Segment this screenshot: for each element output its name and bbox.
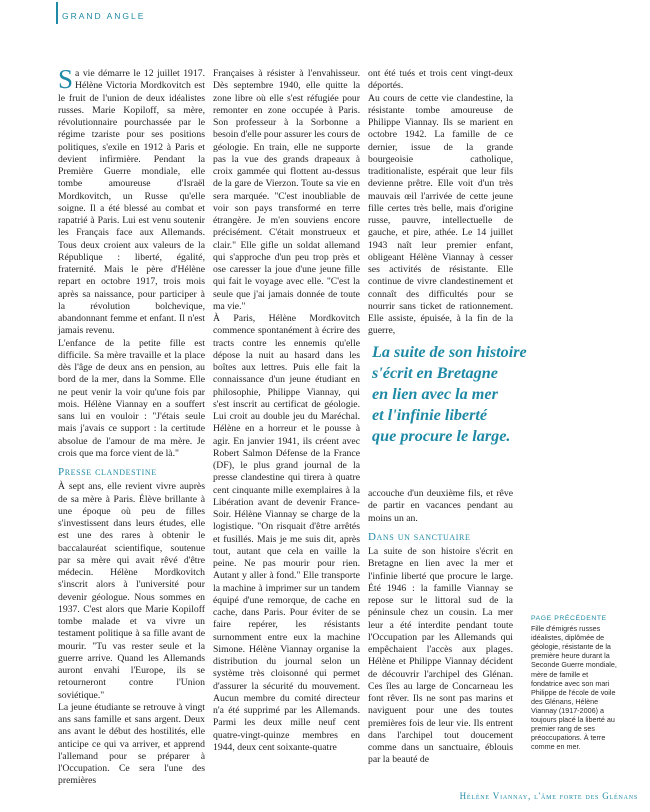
page-footer: Hélène Viannay, l'âme forte des Glénans — [459, 791, 638, 801]
paragraph: Françaises à résister à l'envahisseur. Dès septembre 1940, elle quitte la zone libre où elle s'est réfugiée pour remonter en zone occupée à Paris. Son professeur à la Sorbonne a besoin d'elle pour assurer les cours de géologie. En train, elle ne supporte pas la vue des grands drapeaux à croix gammée qui flottent au-dessus de la gare de Vierzon. Toute sa vie en sera marquée. "C'est inoubliable de voir son pays transformé en terre étrangère. Je m'en souviens encore précisément. C'était monstrueux et clair." Elle gifle un soldat allemand qui s'approche d'un peu trop près et ose caresser la joue d'une jeune fille qui fait le voyage avec elle. "C'est la seule que j'ai jamais donnée de toute ma vie." — [213, 68, 360, 312]
article-column-2 — [213, 68, 360, 754]
photo-caption-sidebar — [531, 614, 617, 751]
pull-quote-line: s'écrit en Bretagne — [372, 364, 498, 382]
section-label: GRAND ANGLE — [62, 11, 146, 21]
subheading-dans-un-sanctuaire: Dans un sanctuaire — [368, 530, 471, 543]
paragraph: accouche d'un deuxième fils, et rêve de partir en vacances pendant au moins un an. — [368, 488, 513, 524]
pull-quote-line: La suite de son histoire — [372, 343, 527, 361]
paragraph: À Paris, Hélène Mordkovitch commence spontanément à écrire des tracts contre les ennemis qu'elle dépose la nuit au hasard dans les boîtes aux lettres. Puis elle fait la connaissance d'un jeune étudiant en philosophie, Philippe Viannay, qui s'est inscrit au certificat de géologie. Lui croit au double jeu du Maréchal. Hélène en a horreur et le pousse à agir. En janvier 1941, ils créent avec Robert Salmon Défense de la France (DF), le plus grand journal de la presse clandestine qui tirera à quatre cent cinquante mille exemplaires à la Libération avant de devenir France-Soir. Hélène Viannay se charge de la logistique. "On risquait d'être arrêtés et fusillés. Mais je me suis dit, après tout, autant que cela en vaille la peine. Ne pas mourir pour rien. Autant y aller à fond." Elle transporte la machine à imprimer sur un tandem équipé d'une remorque, de cache en cache, dans Paris. Pour éviter de se faire repérer, les résistants surnomment entre eux la machine Simone. Hélène Viannay organise la distribution du journal selon un système très cloisonné qui permet d'assurer la sécurité du mouvement. Aucun membre du comité directeur n'a été supprimé par les Allemands. Parmi les deux mille neuf cent quatre-vingt-quinze membres en 1944, deux cent soixante-quatre — [213, 313, 360, 753]
paragraph-text: a vie démarre le 12 juillet 1917. Hélène Victoria Mordkovitch est le fruit de l'union de deux idéalistes russes. Marie Kopiloff, sa mère, révolutionnaire pourchassée par le régime tzariste pour ses positions politiques, s'exile en 1912 à Paris et devient infirmière. Pendant la Première Guerre mondiale, elle tombe amoureuse d'Israël Mordkovitch, un Russe qu'elle soigne. Il a été blessé au combat et rapatrié à Paris. Lui est venu soutenir les Français face aux Allemands. Tous deux croient aux valeurs de la République : liberté, égalité, fraternité. Mais le père d'Hélène repart en octobre 1917, trois mois après sa naissance, pour participer à la révolution bolchevique, abandonnant femme et enfant. Il n'est jamais revenu. — [58, 68, 205, 337]
paragraph: La jeune étudiante se retrouve à vingt ans sans famille et sans argent. Deux ans avant le début des hostilités, elle anticipe ce qui va arriver, et apprend l'allemand pour se préparer à l'Occupation. Ce sera l'une des premières — [58, 701, 205, 787]
pull-quote-line: en lien avec la mer — [372, 385, 498, 403]
article-column-1 — [58, 64, 205, 788]
drop-cap: S — [58, 64, 74, 94]
paragraph: Au cours de cette vie clandestine, la résistante tombe amoureuse de Philippe Viannay. Ils se marient en octobre 1942. La famille de ce dernier, issue de la grande bourgeoisie catholique, traditionaliste, espérait que leur fils devienne prêtre. Elle voit d'un très mauvais œil l'arrivée de cette jeune fille certes très belle, mais d'origine russe, pauvre, intellectuelle de gauche, et pire, athée. Le 14 juillet 1943 naît leur premier enfant, obligeant Hélène Viannay à cesser ses activités de résistante. Elle continue de vivre clandestinement et connaît des difficultés pour se nourrir sans ticket de rationnement. Elle assiste, épuisée, à la fin de la guerre, — [368, 92, 513, 337]
paragraph: La suite de son histoire s'écrit en Bretagne en lien avec la mer et l'infinie liberté que procure le large. Été 1946 : la famille Viannay se repose sur le littoral sud de la péninsule chez un cousin. La mer leur a été interdite pendant toute l'Occupation par les Allemands qui empêchaient l'accès aux plages. Hélène et Philippe Viannay décident de découvrir l'archipel des Glénan. Ces îles au large de Concarneau les font rêver. Ils ne sont pas marins et naviguent pour une des toutes premières fois de leur vie. Ils entrent dans l'archipel tout doucement comme dans un sanctuaire, éblouis par la beauté de — [368, 546, 513, 766]
sidebar-text: Fille d'émigrés russes idéalistes, diplômée de géologie, résistante de la première heure durant la Seconde Guerre mondiale, mère de famille et fondatrice avec son mari Philippe de l'école de voile des Glénans, Hélène Viannay (1917-2006) a toujours placé la liberté au premier rang de ses préoccupations. À terre comme en mer. — [531, 624, 617, 752]
article-column-3 — [368, 68, 513, 338]
paragraph: À sept ans, elle revient vivre auprès de sa mère à Paris. Élève brillante à une époque où peu de filles s'investissent dans leurs études, elle est une des rares à obtenir le baccalauréat scientifique, soutenue par sa mère qui avait rêvé d'être médecin. Hélène Mordkovitch s'inscrit alors à l'université pour devenir géologue. Nous sommes en 1937. C'est alors que Marie Kopiloff tombe malade et va vivre un testament politique à sa fille avant de mourir. "Tu vas rester seule et la guerre arrive. Quand les Allemands auront envahi l'Europe, ils se retourneront contre l'Union soviétique." — [58, 481, 205, 701]
pull-quote — [372, 342, 602, 447]
paragraph: L'enfance de la petite fille est difficile. Sa mère travaille et la place dès l'âge de deux ans en pension, au bord de la mer, dans la Somme. Elle ne peut venir la voir qu'une fois par mois. Hélène Viannay en a souffert sans lui en vouloir : "J'étais seule mais j'avais ce support : la certitude absolue de l'amour de ma mère. Je crois que ma force vient de là." — [58, 337, 205, 459]
header-rule — [56, 2, 58, 24]
subheading-presse-clandestine: Presse clandestine — [58, 466, 157, 478]
sidebar-label: PAGE PRÉCÉDENTE — [531, 615, 607, 622]
paragraph: ont été tués et trois cent vingt-deux déportés. — [368, 68, 513, 92]
paragraph — [58, 64, 205, 338]
pull-quote-line: que procure le large. — [372, 427, 511, 445]
pull-quote-line: et l'infinie liberté — [372, 406, 488, 424]
article-column-3-lower — [368, 488, 513, 767]
